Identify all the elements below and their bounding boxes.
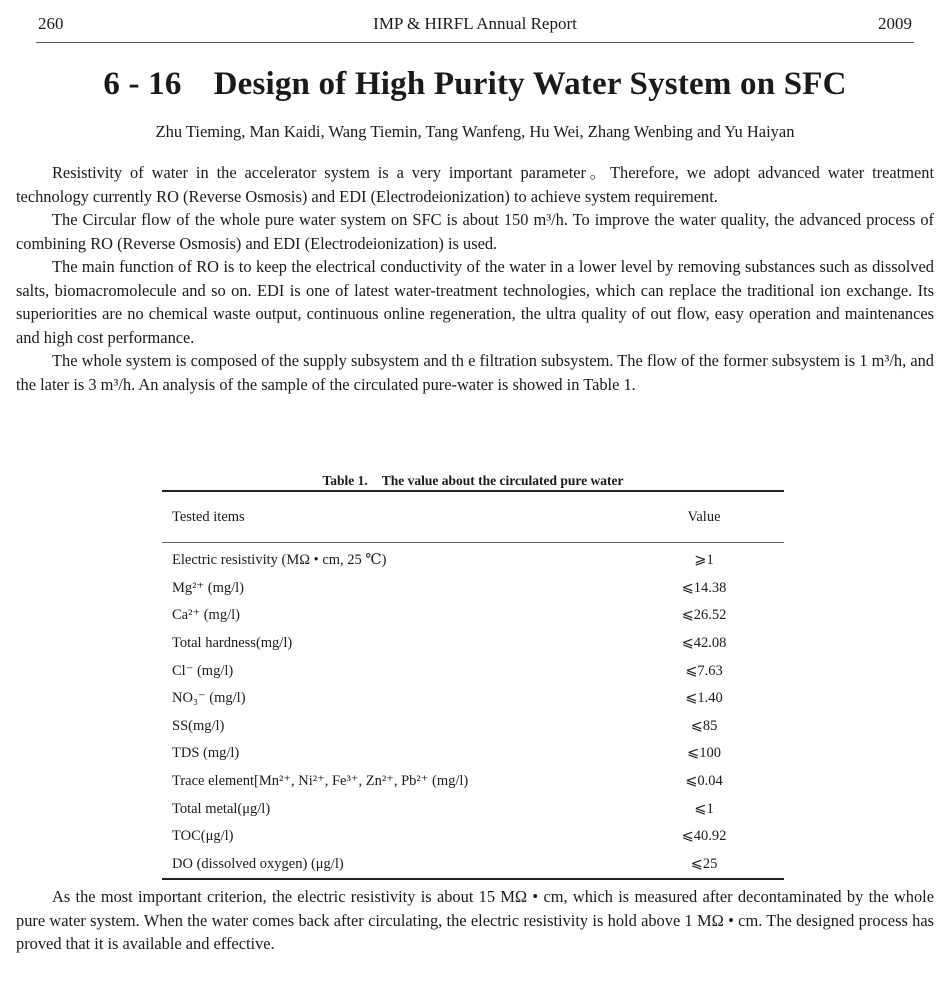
table-row bbox=[162, 685, 784, 713]
tested-item: TDS (mg/l) bbox=[172, 745, 240, 762]
table-caption-text: The value about the circulated pure water bbox=[381, 473, 624, 488]
table-row bbox=[162, 768, 784, 796]
journal-name: IMP & HIRFL Annual Report bbox=[373, 14, 577, 33]
table-row bbox=[162, 657, 784, 685]
item-value: ⩽7.63 bbox=[685, 662, 723, 679]
paragraph: The Circular flow of the whole pure water system on SFC is about 150 m³/h. To improve the water quality, the advanced process of combining RO (Reverse Osmosis) and EDI (Electrodeionization) is used. bbox=[16, 210, 934, 253]
column-header-value: Value bbox=[624, 491, 784, 543]
report-year: 2009 bbox=[878, 14, 912, 33]
tested-item: NO₃⁻ (mg/l) bbox=[172, 690, 246, 707]
tested-item: Electric resistivity (MΩ • cm, 25 ℃) bbox=[172, 552, 387, 569]
column-header-tested-items: Tested items bbox=[162, 491, 624, 543]
table-caption bbox=[162, 471, 784, 490]
item-value: ⩽1.40 bbox=[685, 690, 723, 707]
table-row bbox=[162, 740, 784, 768]
tested-item: DO (dissolved oxygen) (μg/l) bbox=[172, 855, 344, 872]
page-number: 260 bbox=[38, 14, 64, 33]
item-value: ⩽1 bbox=[694, 800, 714, 817]
paragraph: Resistivity of water in the accelerator system is a very important parameter。Therefore, we adopt advanced water treatment technology currently RO (Reverse Osmosis) and EDI (Electrodeionization) to achieve system requirement. bbox=[16, 163, 934, 206]
author-list: Zhu Tieming, Man Kaidi, Wang Tiemin, Tang Wanfeng, Hu Wei, Zhang Wenbing and Yu Haiyan bbox=[155, 122, 795, 141]
conclusion bbox=[16, 885, 934, 956]
item-value: ⩽100 bbox=[687, 745, 721, 762]
tested-item: Cl⁻ (mg/l) bbox=[172, 662, 234, 679]
introduction bbox=[16, 161, 934, 396]
item-value: ⩽0.04 bbox=[685, 773, 723, 790]
item-value: ⩽85 bbox=[690, 717, 718, 734]
table-row bbox=[162, 630, 784, 658]
paragraph: The whole system is composed of the supply subsystem and th e filtration subsystem. The flow of the former subsystem is 1 m³/h, and the later is 3 m³/h. An analysis of the sample of the circulated pure-water is showed in Table 1. bbox=[16, 351, 934, 394]
tested-item: Total hardness(mg/l) bbox=[172, 635, 293, 652]
tested-item: Ca²⁺ (mg/l) bbox=[172, 607, 240, 624]
table-row bbox=[162, 575, 784, 603]
item-value: ⩽14.38 bbox=[681, 579, 727, 596]
item-value: ⩽26.52 bbox=[681, 607, 727, 624]
table-row bbox=[162, 851, 784, 880]
table-1 bbox=[162, 471, 784, 880]
article-title bbox=[0, 66, 950, 103]
tested-item: Trace element[Mn²⁺, Ni²⁺, Fe³⁺, Zn²⁺, Pb²⁺ (mg/l) bbox=[172, 773, 469, 790]
running-header bbox=[36, 10, 914, 43]
paragraph: The main function of RO is to keep the electrical conductivity of the water in a lower level by removing substances such as dissolved salts, biomacromolecule and so on. EDI is one of latest water-treatment technologies, which can replace the traditional ion exchange. Its superiorities are no chemical waste output, continuous online regeneration, the ultra quality of out flow, easy operation and maintenances and high cost performance. bbox=[16, 257, 934, 347]
table-row bbox=[162, 713, 784, 741]
item-value: ⩽25 bbox=[690, 855, 718, 872]
table-row bbox=[162, 543, 784, 575]
paragraph: As the most important criterion, the electric resistivity is about 15 MΩ • cm, which is measured after decontaminated by the whole pure water system. When the water comes back after circulating, the electric resistivity is hold above 1 MΩ • cm. The designed process has proved that it is available and effective. bbox=[16, 887, 934, 953]
table-header-row bbox=[162, 491, 784, 543]
tested-item: SS(mg/l) bbox=[172, 717, 225, 734]
table-row bbox=[162, 602, 784, 630]
item-value: ⩾1 bbox=[694, 552, 714, 569]
item-value: ⩽40.92 bbox=[681, 828, 727, 845]
tested-item: Total metal(μg/l) bbox=[172, 800, 271, 817]
table-caption-label: Table 1. bbox=[322, 473, 368, 488]
water-quality-table bbox=[162, 490, 784, 880]
table-row bbox=[162, 823, 784, 851]
item-value: ⩽42.08 bbox=[681, 635, 727, 652]
article-number: 6 - 16 bbox=[103, 66, 182, 102]
tested-item: TOC(μg/l) bbox=[172, 828, 234, 845]
tested-item: Mg²⁺ (mg/l) bbox=[172, 579, 245, 596]
table-row bbox=[162, 795, 784, 823]
article-title-text: Design of High Purity Water System on SFC bbox=[213, 66, 847, 102]
